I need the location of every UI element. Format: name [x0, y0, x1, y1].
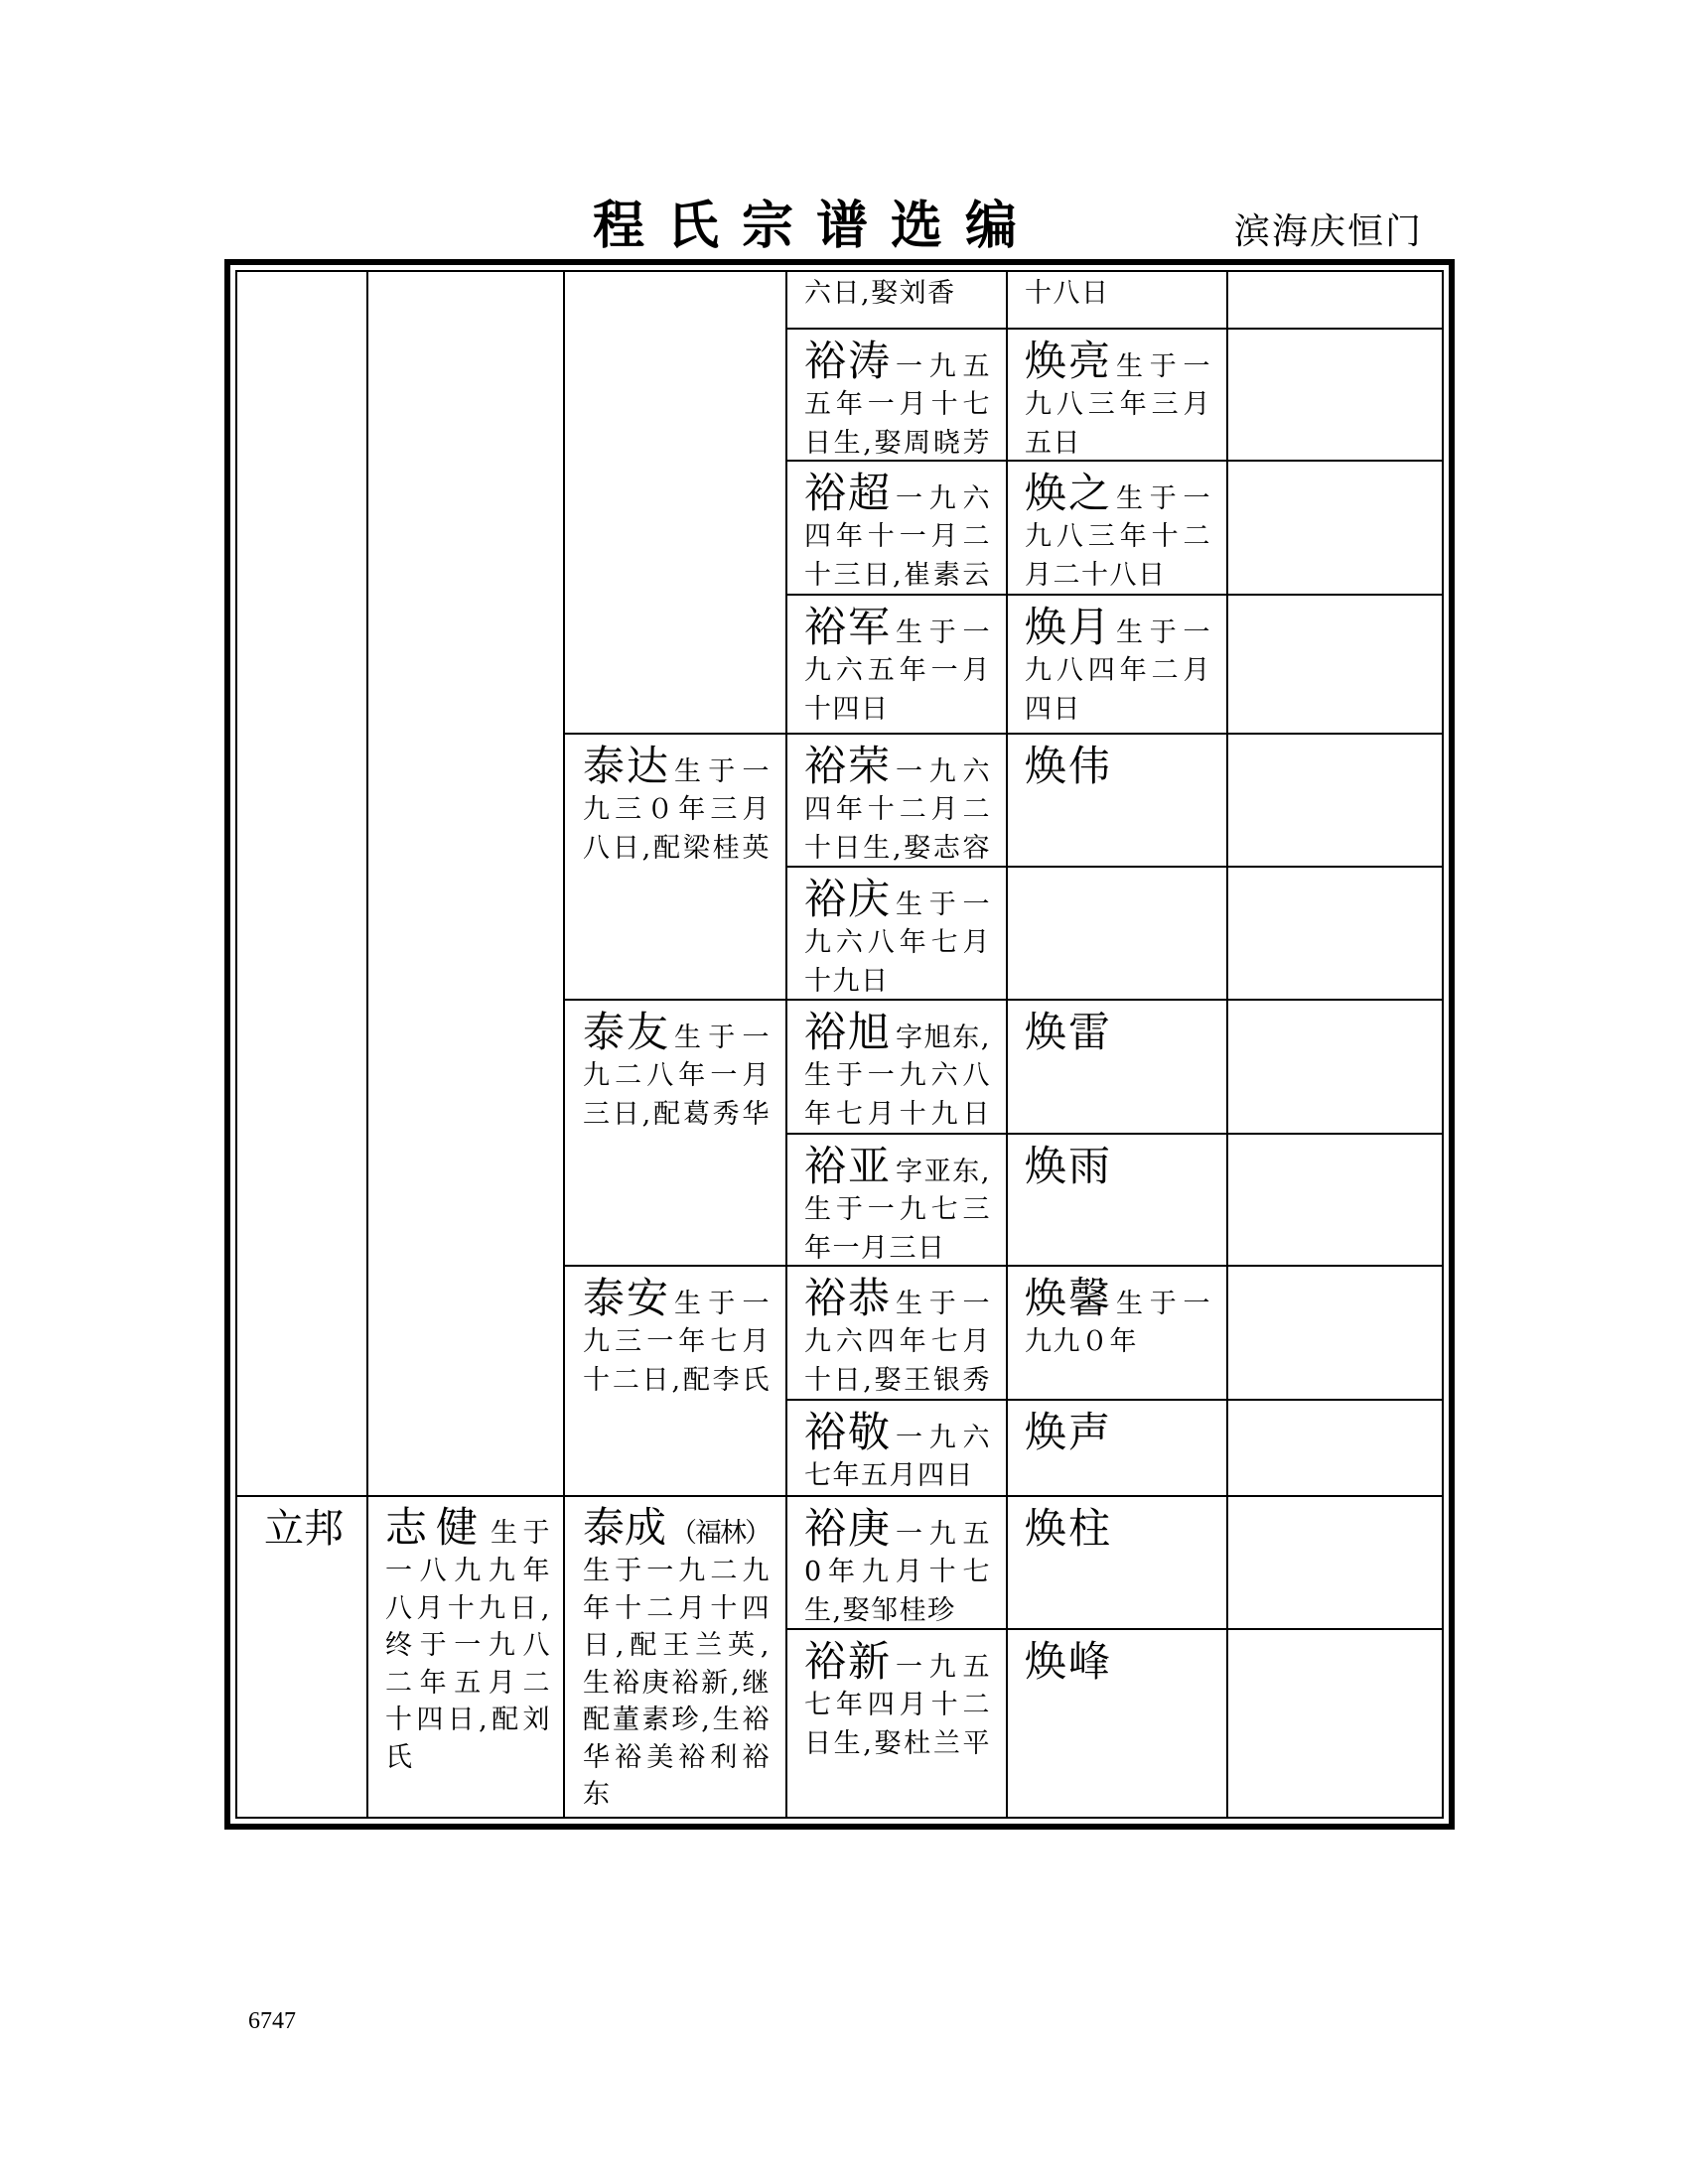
entry-detail-line: 生于一 [674, 756, 771, 787]
person-name: 裕旭 [804, 1008, 893, 1056]
entry-detail-line: 六日,娶刘香 [804, 278, 956, 309]
person-name: 泰成 [583, 1503, 667, 1552]
entry-detail-line: 生于一 [896, 1289, 991, 1319]
generation-6-empty-cell [1228, 1630, 1442, 1817]
generation-2-empty-cell [368, 272, 565, 1497]
person-name: 焕亮 [1025, 337, 1113, 385]
entry-detail-line: 字亚东, [896, 1157, 991, 1187]
generation-4-cell [787, 1401, 1008, 1497]
generation-6-empty-cell [1228, 1497, 1442, 1630]
entry-first-line [385, 1503, 551, 1553]
entry-first-line [804, 1409, 991, 1456]
entry-first-line [583, 1275, 771, 1322]
generation-5-cell [1008, 1401, 1228, 1497]
entry-first-line [804, 338, 991, 385]
entry-detail-line: 十日,娶王银秀 [804, 1365, 991, 1396]
generation-1-cell [237, 1497, 368, 1817]
entry-detail-line: 终于一九八 [385, 1630, 551, 1661]
person-name: 裕新 [804, 1637, 893, 1686]
entry-detail-line: 生于一九六八 [804, 1060, 991, 1091]
person-name: 焕雷 [1025, 1008, 1113, 1056]
entry-detail-line: 0年九月十七 [804, 1557, 991, 1587]
entry-detail-line: 生于一 [1116, 351, 1211, 382]
generation-5-cell [1008, 1630, 1228, 1817]
entry-first-line [804, 876, 991, 923]
entry-detail-line: 七年五月四日 [804, 1460, 974, 1491]
generation-5-cell [1008, 1135, 1228, 1267]
entry-detail-line: 生于一九二九 [583, 1556, 771, 1586]
entry-detail-line: 字旭东, [896, 1023, 991, 1053]
generation-3-cell [565, 1001, 787, 1267]
entry-first-line [583, 1503, 771, 1553]
entry-detail-line: 九三一年七月 [583, 1326, 771, 1357]
entry-detail-line: 三日,配葛秀华 [583, 1099, 771, 1130]
person-name: 焕月 [1025, 603, 1113, 651]
generation-5-empty-cell [1008, 868, 1228, 1001]
entry-detail-line: 生于一 [1116, 1289, 1211, 1319]
generation-6-empty-cell [1228, 1401, 1442, 1497]
entry-detail-line: 华裕美裕利裕 [583, 1741, 771, 1773]
entry-detail-line: 日生,娶周晓芳 [804, 428, 991, 459]
entry-detail-line: 五日 [1025, 428, 1081, 459]
entry-detail-line: 生于一 [674, 1289, 771, 1319]
entry-detail-line: 月二十八日 [1025, 560, 1167, 591]
generation-4-cell [787, 1001, 1008, 1135]
entry-detail-line: 十二日,配李氏 [583, 1365, 771, 1396]
entry-first-line [1025, 338, 1211, 385]
generation-4-cell [787, 1630, 1008, 1817]
person-name: 裕亚 [804, 1142, 893, 1190]
generation-3-cell [565, 1267, 787, 1497]
generation-5-cell [1008, 735, 1228, 868]
entry-detail-line: 一九五 [896, 1519, 991, 1550]
person-name: 焕峰 [1025, 1637, 1113, 1686]
entry-detail-line: 年一月三日 [804, 1233, 946, 1264]
entry-detail-line: 八日,配梁桂英 [583, 833, 771, 864]
entry-detail-line: 生,娶邹桂珍 [804, 1595, 956, 1626]
person-name: 泰友 [583, 1008, 671, 1056]
generation-6-empty-cell [1228, 1267, 1442, 1401]
entry-detail-line: 生于一九七三 [804, 1194, 991, 1225]
entry-detail-line: 一八九九年 [385, 1556, 551, 1586]
entry-detail-line: 生裕庚裕新,继 [583, 1667, 771, 1699]
entry-detail-line: 一九六 [896, 1423, 991, 1453]
entry-detail-line: 九六四年七月 [804, 1326, 991, 1357]
entry-first-line [583, 1009, 771, 1056]
entry-detail-line: 十九日 [804, 966, 890, 997]
generation-2-cell [368, 1497, 565, 1817]
person-name: 焕柱 [1025, 1504, 1113, 1553]
generation-4-cell [787, 868, 1008, 1001]
entry-detail-line: 生于一 [1116, 617, 1211, 648]
person-name: 裕庚 [804, 1504, 893, 1553]
entry-detail-line: 十三日,崔素云 [804, 560, 991, 591]
generation-3-empty-cell [565, 272, 787, 735]
person-name: 泰安 [583, 1274, 671, 1322]
entry-detail-line: 九三０年三月 [583, 794, 771, 825]
person-name: 裕庆 [804, 875, 893, 923]
generation-5-cell [1008, 330, 1228, 462]
person-name: 裕荣 [804, 742, 893, 790]
entry-detail-line: 日生,娶杜兰平 [804, 1728, 991, 1759]
generation-6-empty-cell [1228, 735, 1442, 868]
entry-first-line [804, 1275, 991, 1322]
entry-detail-line: 八月十九日, [385, 1592, 551, 1624]
entry-detail-line: 九二八年一月 [583, 1060, 771, 1091]
generation-6-empty-cell [1228, 1135, 1442, 1267]
generation-6-empty-cell [1228, 868, 1442, 1001]
entry-detail-line: 十日生,娶志容 [804, 833, 991, 864]
page-title: 程氏宗谱选编 [593, 196, 1041, 256]
entry-detail-line: 十四日,配刘 [385, 1705, 551, 1735]
courtesy-name: （福林） [670, 1518, 771, 1549]
entry-detail-line: 生于一 [896, 617, 991, 648]
entry-detail-line: 十八日 [1025, 278, 1110, 309]
entry-first-line [1025, 604, 1211, 651]
entry-detail-line: 一九六 [896, 483, 991, 514]
entry-detail-line: 生于一 [674, 1023, 771, 1053]
generation-4-cell [787, 462, 1008, 596]
entry-first-line [804, 1638, 991, 1686]
person-name: 泰达 [583, 742, 671, 790]
entry-detail-line: 九六五年一月 [804, 655, 991, 686]
entry-detail-line: 九六八年七月 [804, 927, 991, 958]
entry-detail-line: 日,配王兰英, [583, 1630, 771, 1661]
generation-5-cell [1008, 596, 1228, 735]
entry-first-line [1025, 470, 1211, 517]
entry-first-line [583, 743, 771, 790]
generation-5-cell [1008, 272, 1228, 330]
entry-first-line [1025, 1009, 1211, 1056]
entry-first-line [804, 743, 991, 790]
generation-4-cell [787, 735, 1008, 868]
entry-detail-line: 九八三年三月 [1025, 389, 1211, 420]
person-name: 裕涛 [804, 337, 893, 385]
entry-detail-line: 九八三年十二 [1025, 521, 1211, 552]
person-name: 焕之 [1025, 469, 1113, 517]
generation-6-empty-cell [1228, 330, 1442, 462]
generation-4-cell [787, 1497, 1008, 1630]
entry-first-line [804, 1505, 991, 1553]
generation-4-cell [787, 330, 1008, 462]
entry-first-line [1025, 1409, 1211, 1456]
generation-3-cell [565, 1497, 787, 1817]
generation-5-cell [1008, 1267, 1228, 1401]
entry-first-line [804, 1009, 991, 1056]
page-number: 6747 [248, 2008, 296, 2034]
generation-6-empty-cell [1228, 462, 1442, 596]
generation-6-empty-cell [1228, 272, 1442, 330]
person-name: 裕军 [804, 603, 893, 651]
entry-detail-line: 十四日 [804, 694, 890, 725]
person-name: 焕声 [1025, 1408, 1113, 1456]
person-name: 志健 [385, 1503, 488, 1552]
entry-detail-line: 生于 [491, 1518, 551, 1549]
entry-detail-line: 一九六 [896, 756, 991, 787]
genealogy-table [235, 270, 1444, 1819]
entry-first-line [1025, 1275, 1211, 1322]
entry-detail-line: 配董素珍,生裕 [583, 1705, 771, 1735]
entry-first-line [1025, 1505, 1211, 1553]
entry-first-line [804, 604, 991, 651]
entry-first-line [804, 470, 991, 517]
generation-5-cell [1008, 1497, 1228, 1630]
entry-first-line [1025, 1143, 1211, 1190]
entry-first-line [1025, 1638, 1211, 1686]
entry-first-line [804, 1143, 991, 1190]
entry-detail-line: 生于一 [1116, 483, 1211, 514]
generation-4-cell [787, 596, 1008, 735]
entry-detail-line: 年十二月十四 [583, 1592, 771, 1624]
entry-detail-line: 一九五 [896, 351, 991, 382]
entry-first-line [1025, 743, 1211, 790]
entry-detail-line: 二年五月二 [385, 1667, 551, 1699]
entry-detail-line: 生于一 [896, 889, 991, 920]
generation-4-cell [787, 1267, 1008, 1401]
entry-detail-line: 一九五 [896, 1652, 991, 1683]
person-name: 焕伟 [1025, 742, 1113, 790]
generation-5-cell [1008, 1001, 1228, 1135]
entry-detail-line: 年七月十九日 [804, 1099, 991, 1130]
entry-detail-line: 九九０年 [1025, 1326, 1138, 1357]
generation-4-cell [787, 1135, 1008, 1267]
generation-4-cell [787, 272, 1008, 330]
entry-detail-line: 五年一月十七 [804, 389, 991, 420]
entry-detail-line: 东 [583, 1779, 612, 1810]
entry-detail-line: 七年四月十二 [804, 1690, 991, 1720]
person-name: 焕馨 [1025, 1274, 1113, 1322]
person-name: 立邦 [264, 1506, 344, 1552]
entry-detail-line: 四年十一月二 [804, 521, 991, 552]
branch-name: 滨海庆恒门 [1234, 211, 1424, 252]
entry-detail-line: 氏 [385, 1741, 414, 1773]
entry-detail-line: 九八四年二月 [1025, 655, 1211, 686]
generation-5-cell [1008, 462, 1228, 596]
person-name: 焕雨 [1025, 1142, 1113, 1190]
person-name: 裕敬 [804, 1408, 893, 1456]
person-name: 裕超 [804, 469, 893, 517]
generation-6-empty-cell [1228, 1001, 1442, 1135]
person-name: 裕恭 [804, 1274, 893, 1322]
generation-3-cell [565, 735, 787, 1001]
entry-detail-line: 四年十二月二 [804, 794, 991, 825]
entry-detail-line: 四日 [1025, 694, 1081, 725]
generation-6-empty-cell [1228, 596, 1442, 735]
generation-1-empty-cell [237, 272, 368, 1497]
